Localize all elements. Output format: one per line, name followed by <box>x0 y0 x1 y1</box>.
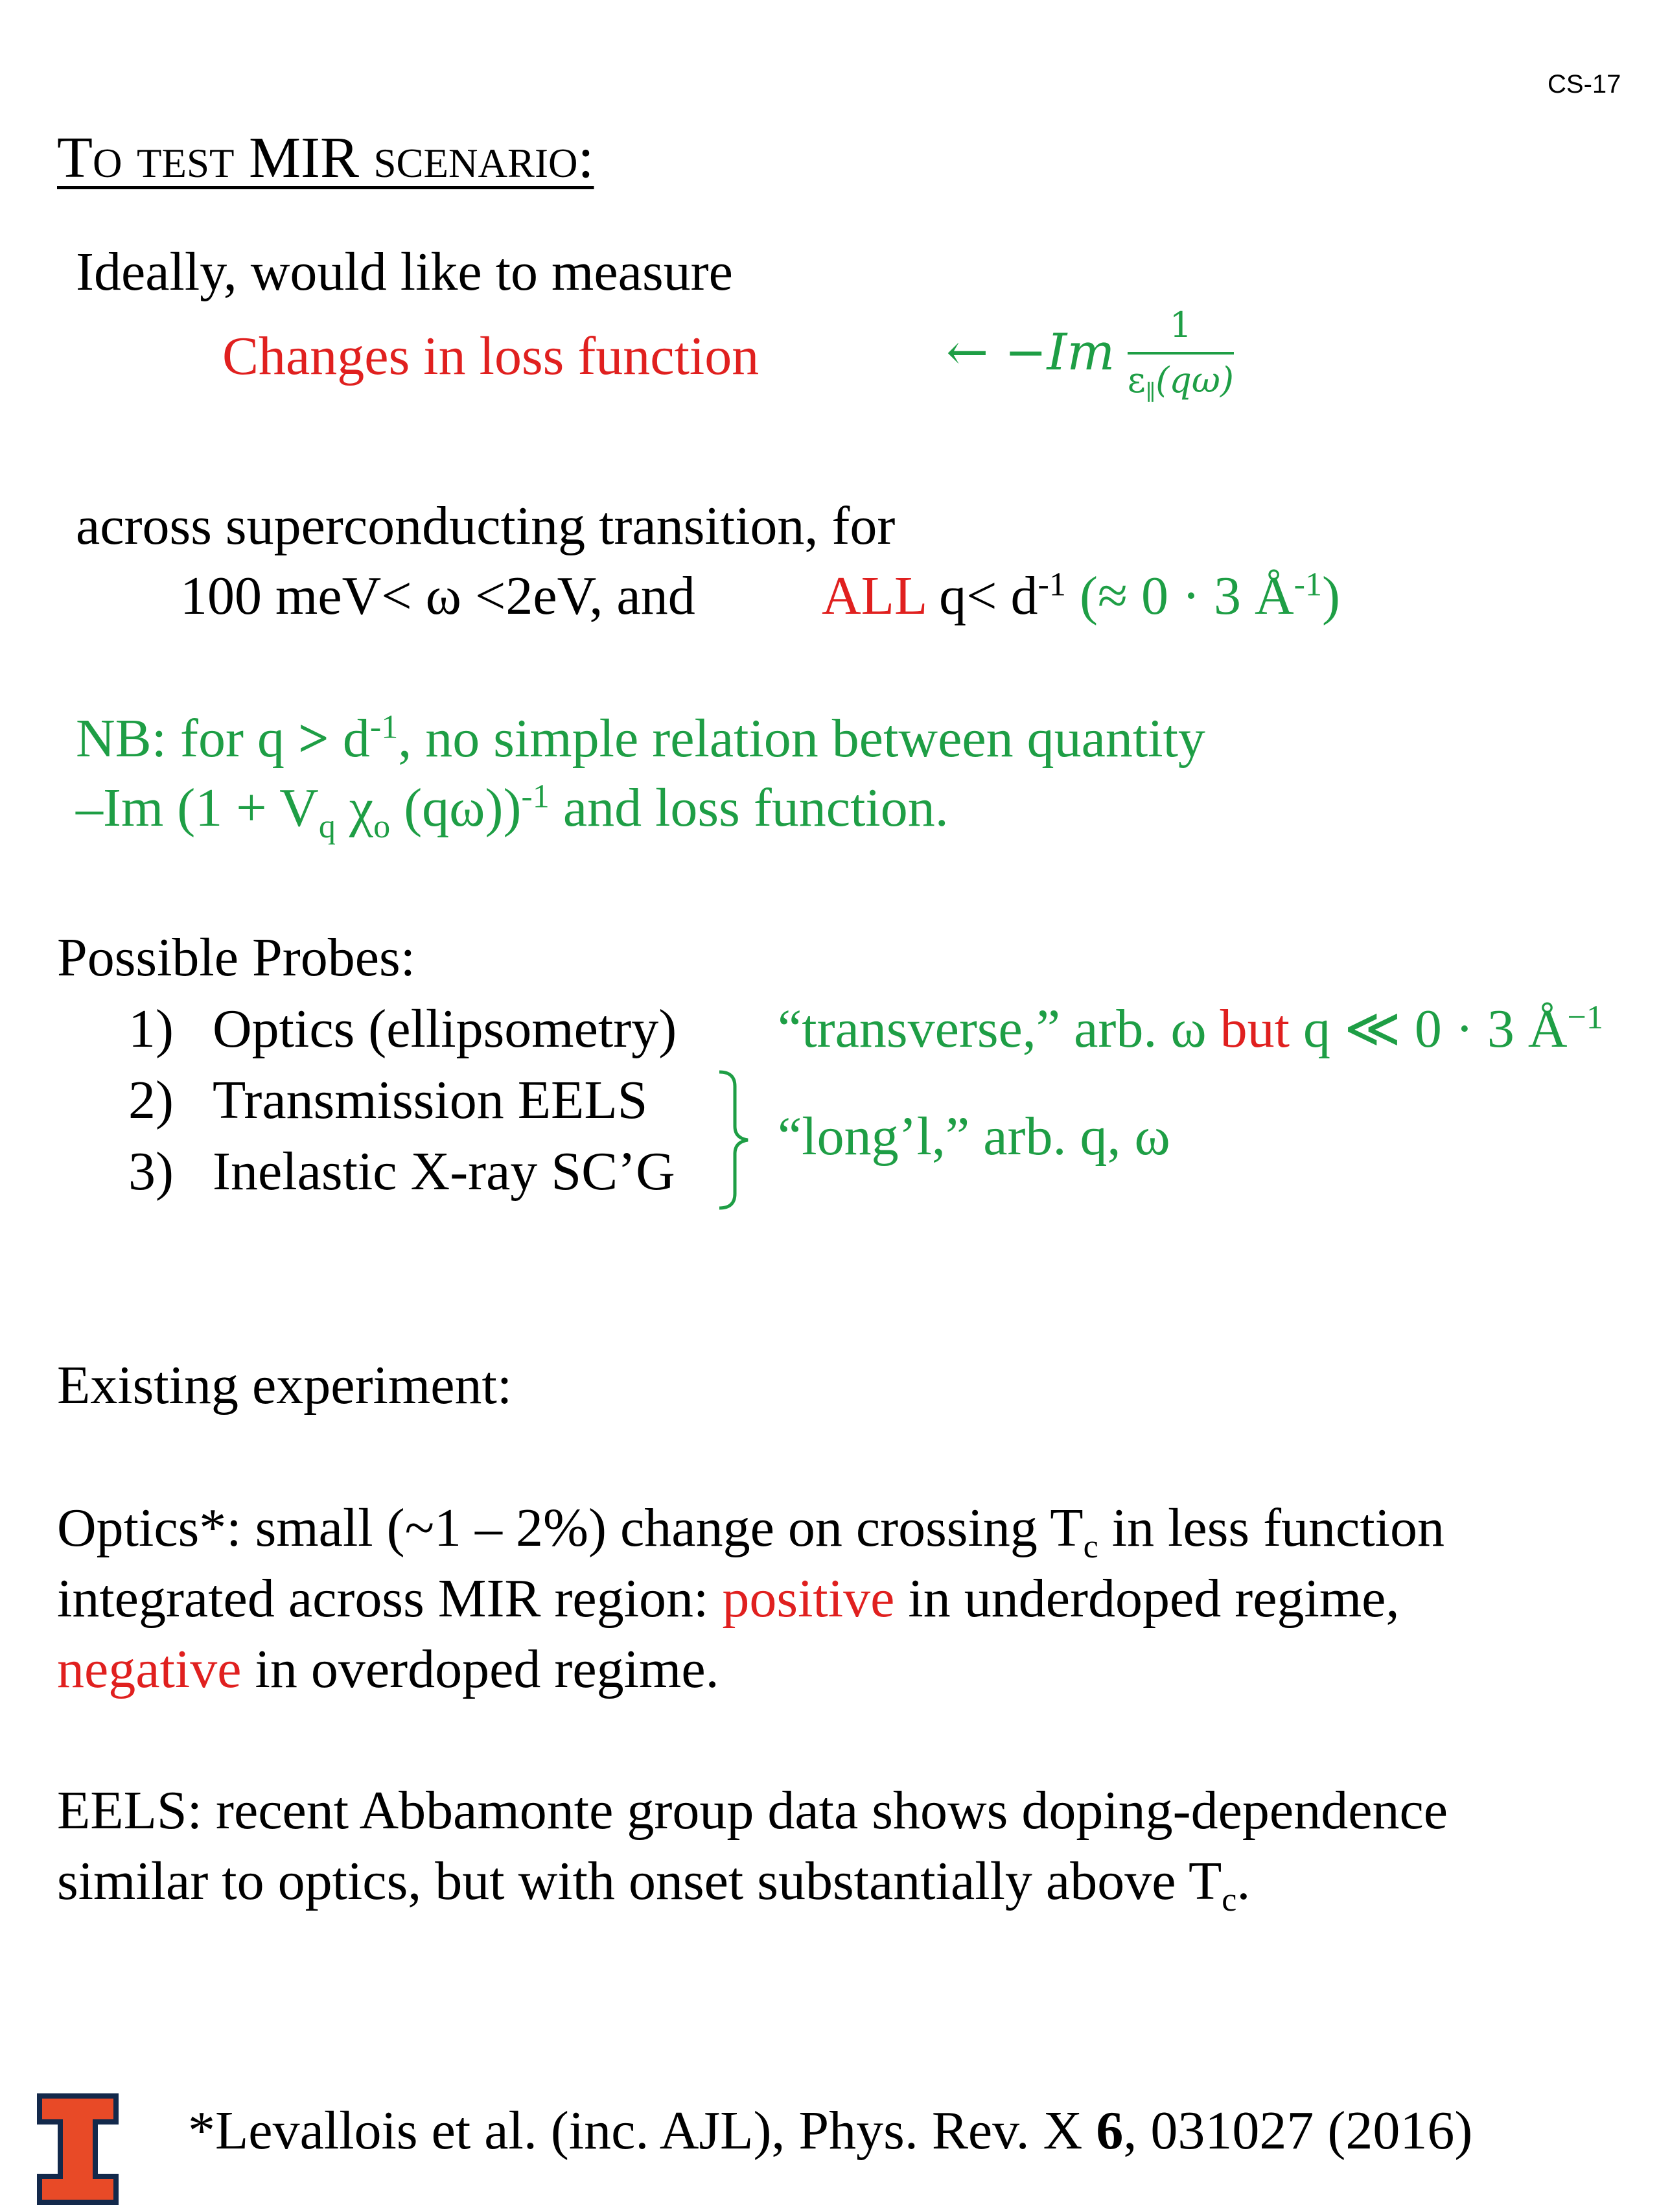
formula-qomega: (qω) <box>1155 360 1234 401</box>
probe-2-number: 2) <box>128 1070 174 1130</box>
probe-2-label: Transmission EELS <box>213 1070 648 1130</box>
changes-loss-function: Changes in loss function <box>222 326 760 386</box>
nb-line-1: NB: for $q > d^{-1}$, no simple relation between quantity <box>76 708 1205 769</box>
negative-word: negative <box>57 1639 242 1699</box>
probe-1-number: 1) <box>128 999 174 1059</box>
optics-para-line-2: integrated across MIR region: positive in underdoped regime, <box>57 1568 1400 1629</box>
probe-3-label: Inelastic X-ray SC’G <box>213 1141 675 1202</box>
long-note: “long’l,” arb. q, ω <box>778 1106 1170 1167</box>
probe-3-number: 3) <box>128 1141 174 1202</box>
loss-formula <box>946 305 1234 405</box>
reference-citation: *Levallois et al. (inc. AJL), Phys. Rev. X 6, 031027 (2016) <box>188 2101 1473 2161</box>
formula-parallel: ∥ <box>1145 379 1156 405</box>
nb-line-2: –Im ($1 + V_q$ $\chi_o$ (qω))$^{-1}$ and loss function. <box>76 778 949 846</box>
formula-arrow-im: ← −Im <box>946 323 1115 382</box>
slide-number: CS-17 <box>1548 70 1621 99</box>
optics-note: “transverse,” arb. ω but q ≪ 0 · 3 $Å^{-1}$ <box>778 999 1603 1059</box>
eels-para-line-2: similar to optics, but with onset substantially above $T_c$. <box>57 1851 1251 1919</box>
optics-para-line-1: Optics*: small (~1 – 2%) change on crossing $T_c$ in less function <box>57 1498 1445 1566</box>
block-i-logo-icon <box>36 2092 120 2206</box>
gt-symbol: > <box>297 708 329 769</box>
formula-epsilon: ε <box>1127 360 1146 401</box>
all-word: ALL <box>822 566 926 626</box>
q-less-d: q< d <box>939 566 1038 626</box>
formula-numerator: 1 <box>1128 305 1234 355</box>
existing-heading: Existing experiment: <box>57 1355 513 1415</box>
formula-fraction <box>1127 305 1234 405</box>
intro-text: Ideally, would like to measure <box>76 242 733 302</box>
across-text: across superconducting transition, for <box>76 496 896 556</box>
volume-number: 6 <box>1096 2101 1124 2161</box>
d-inverse-sup: -1 <box>1038 566 1066 603</box>
positive-word: positive <box>722 1568 895 1629</box>
but-word: but <box>1220 999 1290 1059</box>
slide-title: To test MIR scenario: <box>57 126 594 190</box>
formula-denominator <box>1127 355 1234 405</box>
approx-value: (≈ 0 · 3 $Å^{-1}$) <box>1079 566 1341 626</box>
probes-heading: Possible Probes: <box>57 927 416 988</box>
optics-para-line-3: negative in overdoped regime. <box>57 1639 719 1699</box>
curly-brace-icon <box>713 1068 765 1212</box>
eels-para-line-1: EELS: recent Abbamonte group data shows doping-dependence <box>57 1780 1448 1841</box>
probe-1-label: Optics (ellipsometry) <box>213 999 677 1059</box>
range-text: 100 meV< ω <2eV, and <box>180 566 695 626</box>
range-all-q <box>822 566 1341 626</box>
